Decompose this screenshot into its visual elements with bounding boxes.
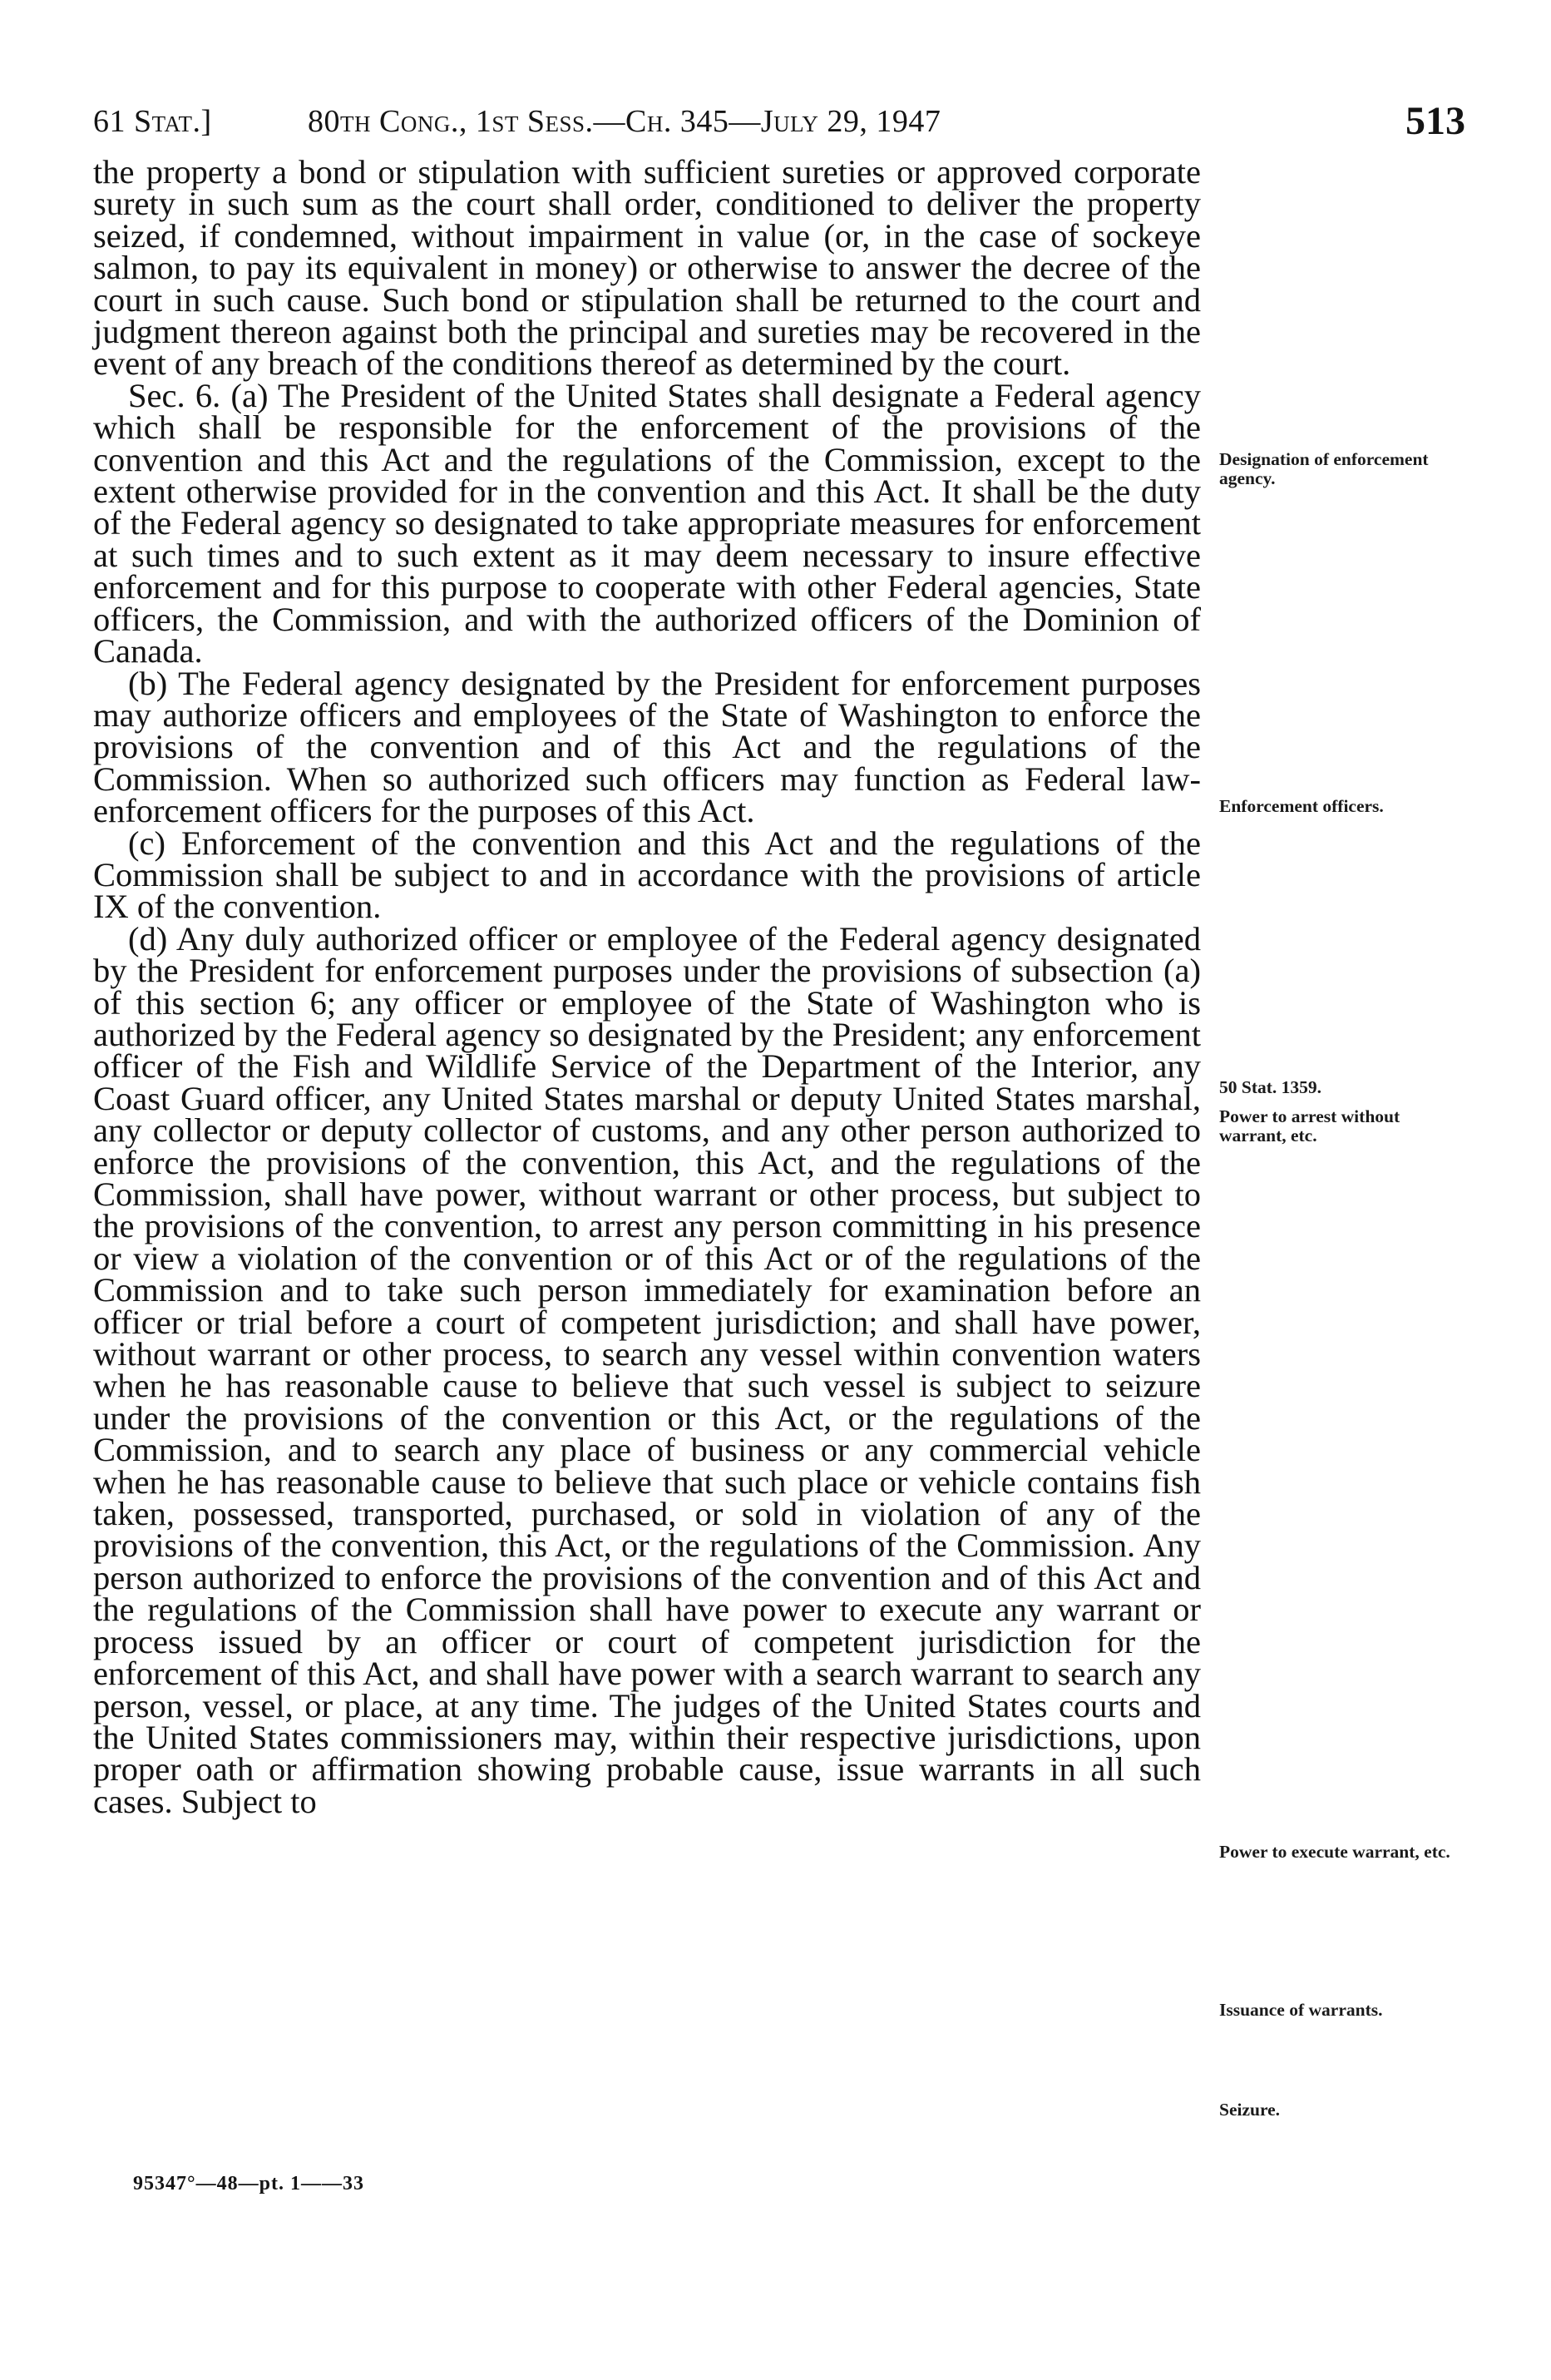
- paragraph-sec-6-c: (c) Enforcement of the convention and this Act and the regulations of the Commission shall be subject to and in accordance with the provisions of article IX of the convention.: [93, 824, 1201, 926]
- margin-note: Designation of enforcement agency.: [1219, 449, 1429, 488]
- margin-note: Power to arrest without warrant, etc.: [1219, 1106, 1400, 1145]
- paragraph-continuation: the property a bond or stipulation with sufficient sureties or approved corporate surety in such sum as the court shall order, conditioned to deliver the property seized, if condemned, without impairment in value (or, in the case of sockeye salmon, to pay its equivalent in money) or otherwise to answer the decree of the court in such cause. Such bond or stipulation shall be returned to the court and judgment thereon against both the principal and sureties may be recovered in the event of any breach of the conditions thereof as determined by the court.: [93, 153, 1201, 383]
- margin-note: 50 Stat. 1359.: [1219, 1077, 1322, 1097]
- running-head: [93, 98, 1465, 148]
- body-text: [93, 153, 1201, 1820]
- margin-note: Power to execute warrant, etc.: [1219, 1842, 1450, 1862]
- paragraph-sec-6-b: (b) The Federal agency designated by the President for enforcement purposes may authorize officers and employees of the State of Washington to enforce the provisions of the convention and of this Act and the regulations of the Commission. When so authorized such officers may function as Federal law-enforcement officers for the purposes of this Act.: [93, 664, 1201, 830]
- congress-session-chapter: 80th Cong., 1st Sess.—Ch. 345—July 29, 1947: [308, 104, 941, 139]
- statute-citation: 61 Stat.]: [93, 104, 212, 139]
- margin-note: Issuance of warrants.: [1219, 2000, 1383, 2020]
- page-number: 513: [1405, 99, 1465, 143]
- paragraph-sec-6-a: Sec. 6. (a) The President of the United States shall designate a Federal agency which shall be responsible for the enforcement of the provisions of the convention and this Act and the regulations of the Commission, except to the extent otherwise provided for in the convention and this Act. It shall be the duty of the Federal agency so designated to take appropriate measures for enforcement at such times and to such extent as it may deem necessary to insure effective enforcement and for this purpose to cooperate with other Federal agencies, State officers, the Commission, and with the authorized officers of the Dominion of Canada.: [93, 376, 1201, 670]
- paragraph-sec-6-d: (d) Any duly authorized officer or employee of the Federal agency designated by the President for enforcement purposes under the provisions of subsection (a) of this section 6; any officer or employee of the State of Washington who is authorized by the Federal agency so designated by the President; any enforcement officer of the Fish and Wildlife Service of the Department of the Interior, any Coast Guard officer, any United States marshal or deputy United States marshal, any collector or deputy collector of customs, and any other person authorized to enforce the provisions of the convention, this Act, and the regulations of the Commission, shall have power, without warrant or other process, but subject to the provisions of the convention, to arrest any person committing in his presence or view a violation of the convention or of this Act or of the regulations of the Commission and to take such person immediately for examination before an officer or trial before a court of competent jurisdiction; and shall have power, without warrant or other process, to search any vessel within convention waters when he has reasonable cause to believe that such vessel is subject to seizure under the provisions of the convention or this Act, or the regulations of the Commission, and to search any place of business or any commercial vehicle when he has reasonable cause to believe that such place or vehicle contains fish taken, possessed, transported, purchased, or sold in violation of any of the provisions of the convention, this Act, or the regulations of the Commission. Any person authorized to enforce the provisions of the convention and of this Act and the regulations of the Commission shall have power to execute any warrant or process issued by an officer or court of competent jurisdiction for the enforcement of this Act, and shall have power with a search warrant to search any person, vessel, or place, at any time. The judges of the United States courts and the United States commissioners may, within their respective jurisdictions, upon proper oath or affirmation showing probable cause, issue warrants in all such cases. Subject to: [93, 919, 1201, 1820]
- margin-note: Seizure.: [1219, 2100, 1281, 2120]
- printer-code: 95347°—48—pt. 1——33: [133, 2173, 364, 2194]
- margin-note: Enforcement officers.: [1219, 796, 1384, 816]
